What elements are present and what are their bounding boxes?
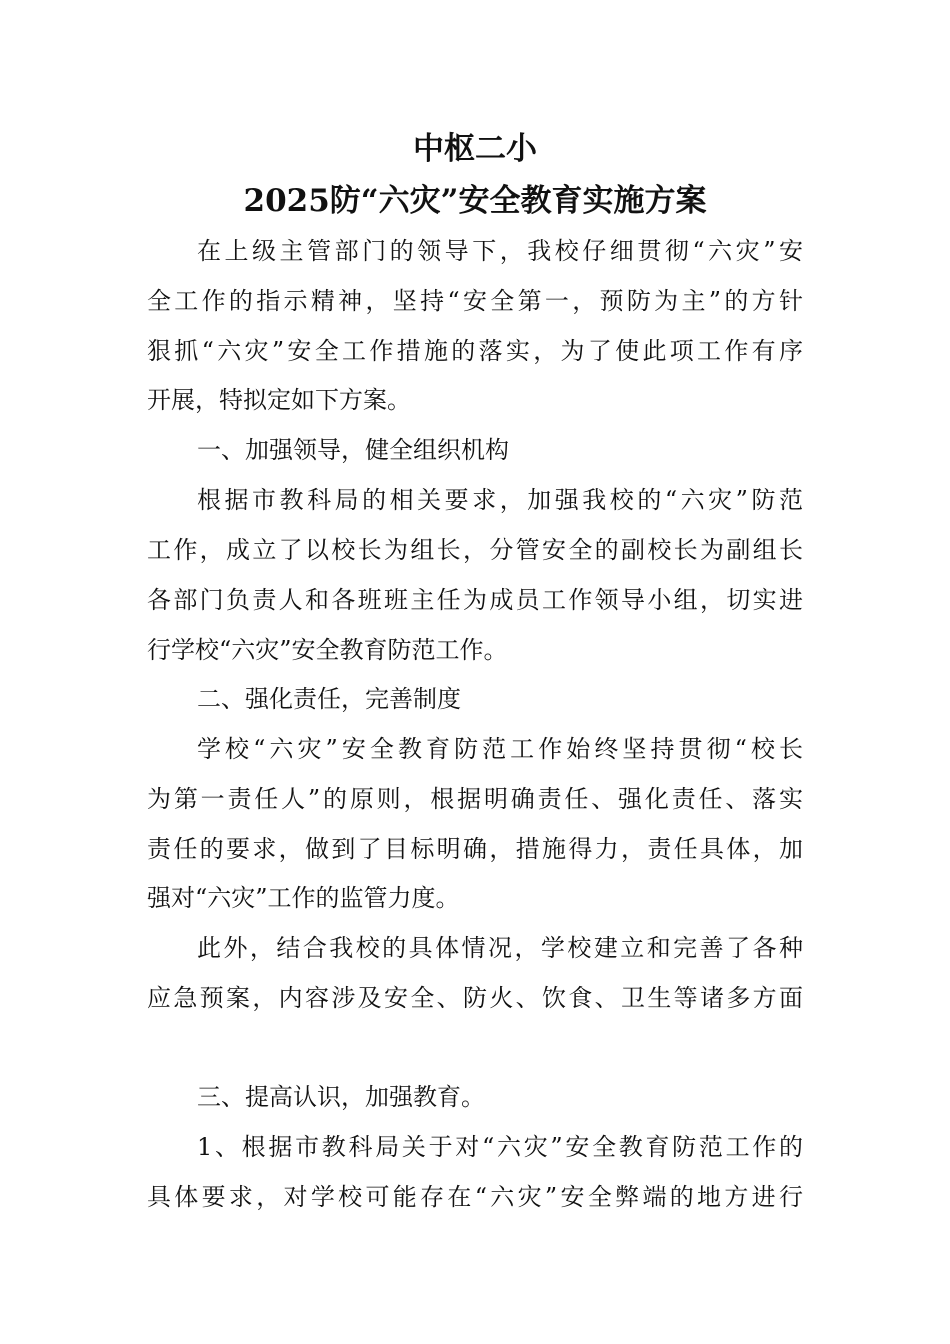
paragraph-line: 各部门负责人和各班班主任为成员工作领导小组，切实进	[147, 586, 803, 614]
section-heading-2: 二、强化责任，完善制度	[197, 685, 461, 713]
paragraph-line: 强对“六灾”工作的监管力度。	[147, 884, 460, 912]
section-heading-1: 一、加强领导，健全组织机构	[197, 436, 509, 464]
paragraph-line: 开展，特拟定如下方案。	[147, 386, 411, 414]
paragraph-line: 责任的要求，做到了目标明确，措施得力，责任具体，加	[147, 835, 803, 863]
paragraph-line: 1、根据市教科局关于对“六灾”安全教育防范工作的	[197, 1133, 803, 1161]
document-title-school: 中枢二小	[413, 131, 537, 167]
paragraph-line: 行学校“六灾”安全教育防范工作。	[147, 636, 508, 664]
paragraph-line: 全工作的指示精神，坚持“安全第一，预防为主”的方针	[147, 287, 803, 315]
paragraph-line: 狠抓“六灾”安全工作措施的落实，为了使此项工作有序	[147, 337, 803, 365]
paragraph-line: 此外，结合我校的具体情况，学校建立和完善了各种	[197, 934, 803, 962]
paragraph-line: 学校“六灾”安全教育防范工作始终坚持贯彻“校长	[197, 735, 803, 763]
paragraph-line: 应急预案，内容涉及安全、防火、饮食、卫生等诸多方面	[147, 984, 803, 1012]
section-heading-3: 三、提高认识，加强教育。	[197, 1083, 485, 1111]
paragraph-line: 为第一责任人”的原则，根据明确责任、强化责任、落实	[147, 785, 803, 813]
paragraph-line: 具体要求，对学校可能存在“六灾”安全弊端的地方进行	[147, 1183, 803, 1211]
paragraph-line: 根据市教科局的相关要求，加强我校的“六灾”防范	[197, 486, 803, 514]
document-title-plan: 2025防“六灾”安全教育实施方案	[243, 183, 707, 219]
paragraph-line: 在上级主管部门的领导下，我校仔细贯彻“六灾”安	[197, 237, 803, 265]
paragraph-line: 工作，成立了以校长为组长，分管安全的副校长为副组长	[147, 536, 803, 564]
